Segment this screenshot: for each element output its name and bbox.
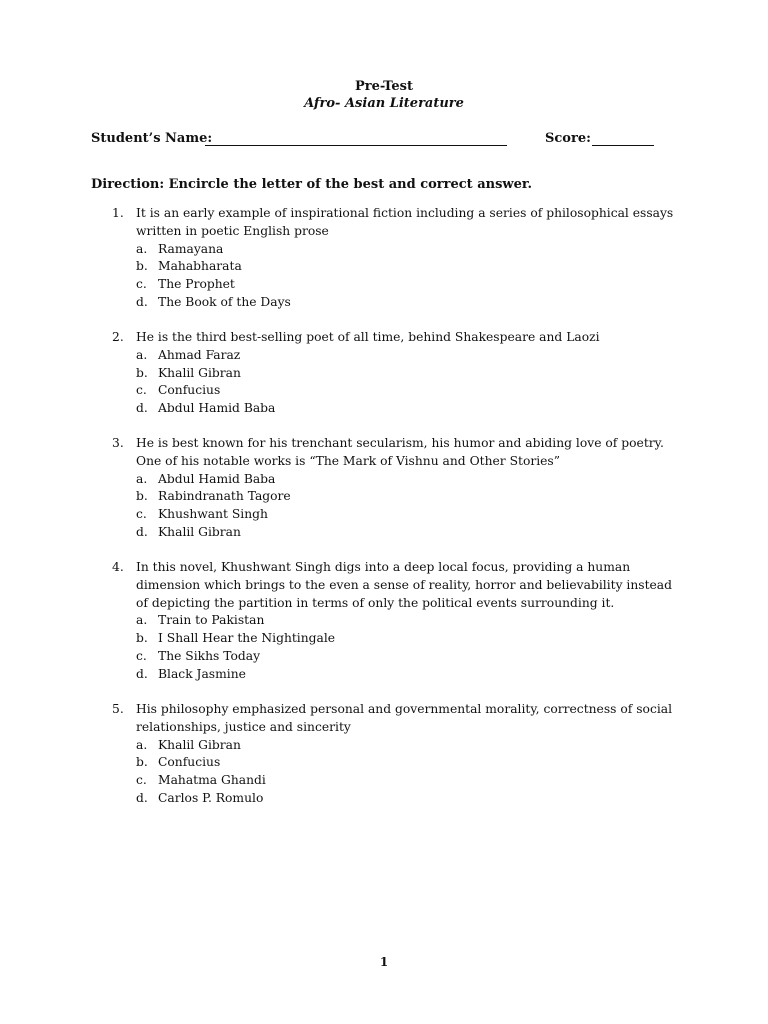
page-number: 1 [379, 955, 389, 969]
option-text: Mahabharata [158, 259, 242, 274]
answer-options [112, 737, 682, 808]
question-text: He is the third best-selling poet of all time, behind Shakespeare and Laozi [136, 330, 600, 344]
option-text: The Prophet [158, 277, 235, 292]
option-letter: c. [136, 648, 147, 663]
option-letter: c. [136, 507, 147, 522]
page-title: Pre-Test [355, 79, 413, 94]
answer-option[interactable] [112, 365, 682, 383]
option-letter: a. [136, 347, 148, 362]
question-1 [112, 205, 682, 312]
answer-option[interactable] [112, 400, 682, 418]
answer-options [112, 471, 682, 542]
answer-option[interactable] [112, 772, 682, 790]
option-letter: a. [136, 737, 148, 752]
answer-option[interactable] [112, 241, 682, 259]
question-number: 4. [112, 560, 124, 574]
option-text: Rabindranath Tagore [158, 489, 291, 504]
option-text: Train to Pakistan [158, 613, 265, 628]
answer-option[interactable] [112, 524, 682, 542]
option-text: Mahatma Ghandi [158, 773, 266, 788]
option-text: The Sikhs Today [158, 648, 261, 663]
answer-option[interactable] [112, 790, 682, 808]
option-letter: a. [136, 613, 148, 628]
student-name-label: Student’s Name: [91, 131, 213, 146]
option-text: Confucius [158, 755, 221, 770]
option-letter: b. [136, 631, 148, 646]
question-5 [112, 701, 682, 808]
option-letter: a. [136, 471, 148, 486]
question-4 [112, 559, 682, 684]
page-subtitle: Afro- Asian Literature [304, 96, 464, 111]
option-text: I Shall Hear the Nightingale [158, 631, 336, 646]
option-text: Khalil Gibran [158, 737, 241, 752]
score-label: Score: [545, 131, 591, 146]
answer-option[interactable] [112, 630, 682, 648]
answer-option[interactable] [112, 737, 682, 755]
question-text: It is an early example of inspirational fiction including a series of philosophical essays written in poetic English prose [136, 206, 674, 238]
question-number: 1. [112, 206, 124, 220]
answer-option[interactable] [112, 258, 682, 276]
question-text: In this novel, Khushwant Singh digs into a deep local focus, providing a human dimension which brings to the even a sense of reality, horror and believability instead of depicting the partition in terms of only the political events surrounding it. [136, 560, 673, 610]
option-letter: d. [136, 524, 148, 539]
question-text: He is best known for his trenchant secularism, his humor and abiding love of poetry. One of his notable works is “The Mark of Vishnu and Other Stories” [136, 436, 664, 468]
student-name-blank [205, 145, 507, 146]
answer-option[interactable] [112, 488, 682, 506]
option-letter: a. [136, 241, 148, 256]
option-text: Abdul Hamid Baba [158, 471, 276, 486]
option-letter: d. [136, 666, 148, 681]
option-text: Confucius [158, 383, 221, 398]
option-text: Abdul Hamid Baba [158, 401, 276, 416]
question-3 [112, 435, 682, 542]
question-2 [112, 329, 682, 418]
answer-option[interactable] [112, 612, 682, 630]
option-letter: b. [136, 489, 148, 504]
answer-option[interactable] [112, 294, 682, 312]
answer-option[interactable] [112, 276, 682, 294]
answer-option[interactable] [112, 382, 682, 400]
answer-option[interactable] [112, 506, 682, 524]
option-text: Khalil Gibran [158, 524, 241, 539]
option-letter: d. [136, 401, 148, 416]
directions-text: Direction: Encircle the letter of the best and correct answer. [91, 177, 533, 192]
question-text: His philosophy emphasized personal and governmental morality, correctness of social relationships, justice and sincerity [136, 702, 673, 734]
option-letter: c. [136, 773, 147, 788]
option-text: Carlos P. Romulo [158, 790, 264, 805]
option-text: Khalil Gibran [158, 365, 241, 380]
option-letter: c. [136, 277, 147, 292]
answer-options [112, 347, 682, 418]
option-text: Ahmad Faraz [158, 347, 241, 362]
student-info-row [91, 131, 691, 151]
option-text: The Book of the Days [158, 294, 291, 309]
answer-options [112, 612, 682, 683]
answer-options [112, 241, 682, 312]
option-letter: c. [136, 383, 147, 398]
score-blank [592, 145, 654, 146]
option-letter: d. [136, 790, 148, 805]
answer-option[interactable] [112, 648, 682, 666]
question-number: 2. [112, 330, 124, 344]
question-number: 5. [112, 702, 124, 716]
option-letter: b. [136, 755, 148, 770]
option-text: Ramayana [158, 241, 224, 256]
option-letter: d. [136, 294, 148, 309]
option-letter: b. [136, 259, 148, 274]
option-text: Khushwant Singh [158, 507, 268, 522]
answer-option[interactable] [112, 754, 682, 772]
answer-option[interactable] [112, 471, 682, 489]
option-letter: b. [136, 365, 148, 380]
answer-option[interactable] [112, 347, 682, 365]
option-text: Black Jasmine [158, 666, 246, 681]
answer-option[interactable] [112, 666, 682, 684]
question-number: 3. [112, 436, 124, 450]
